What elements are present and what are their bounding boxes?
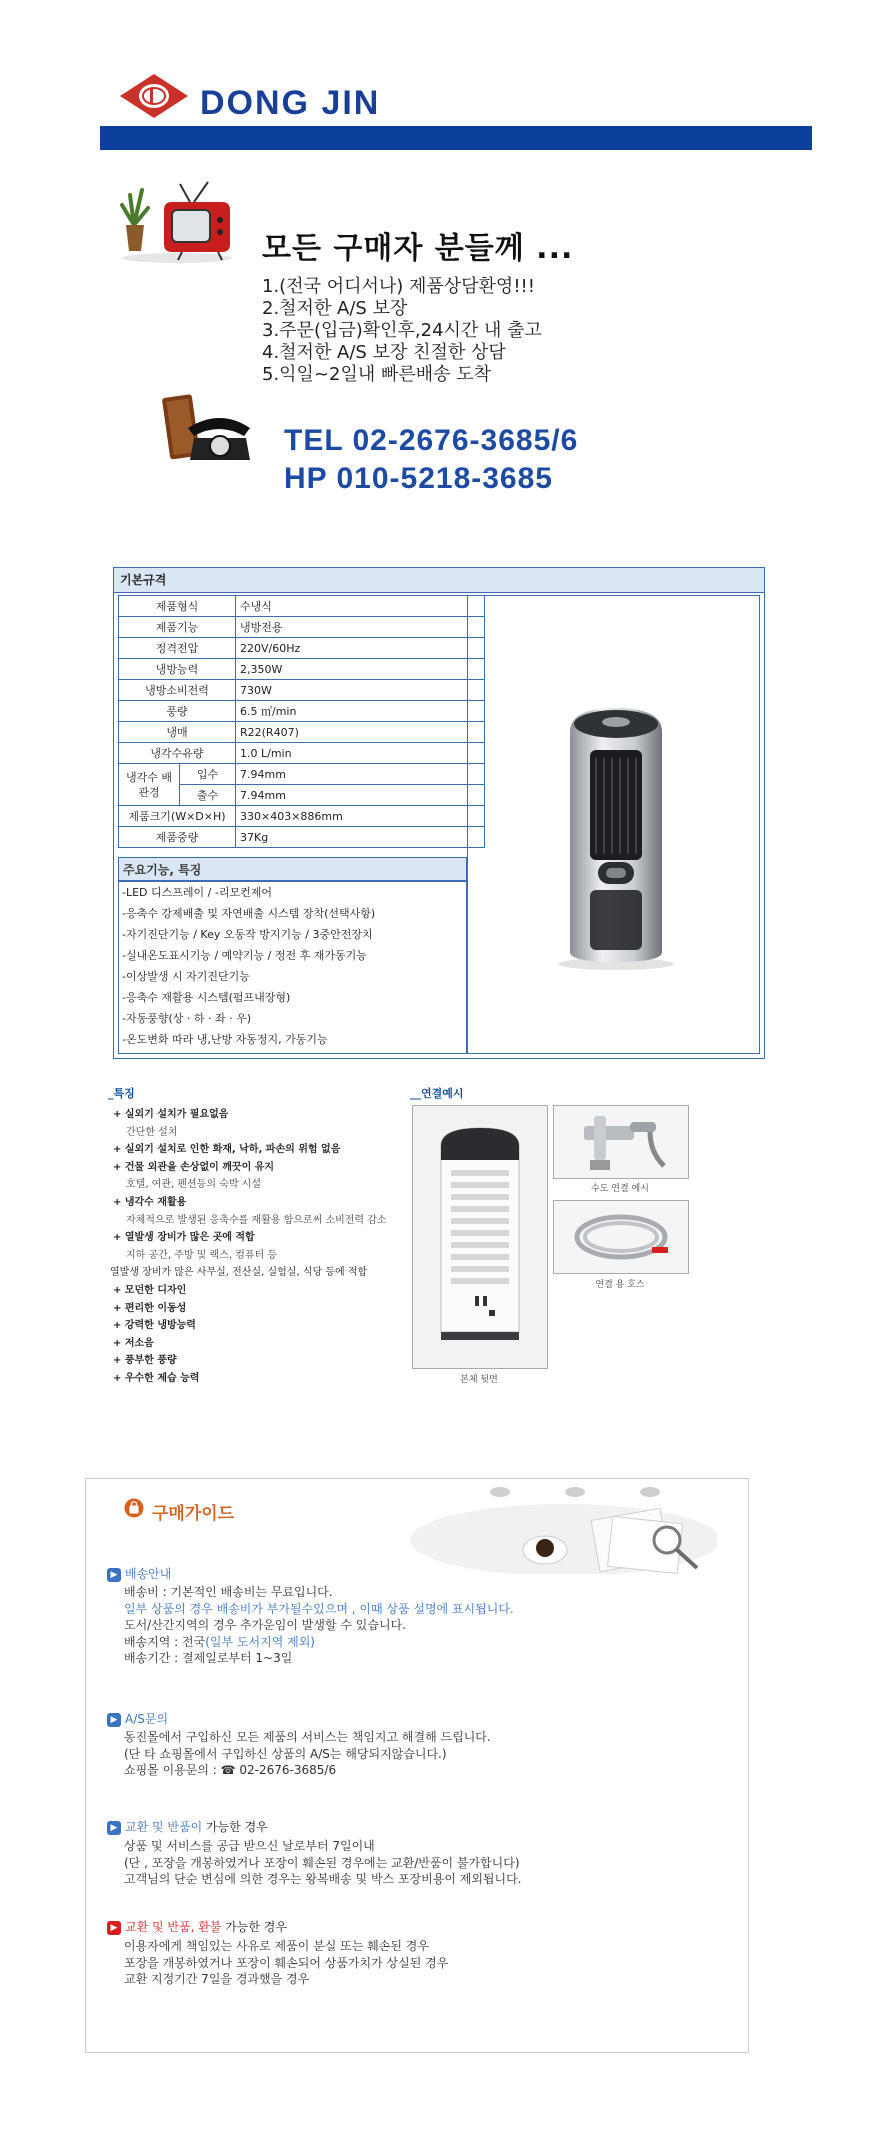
feature-item: -실내온도표시기능 / 예약기능 / 정전 후 재가동기능 bbox=[122, 949, 367, 962]
list-item: + 편리한 이동성 bbox=[113, 1302, 187, 1314]
intro-list bbox=[262, 276, 542, 386]
table-row bbox=[119, 596, 485, 617]
spec-label: 입수 bbox=[180, 764, 236, 785]
table-row bbox=[119, 722, 485, 743]
guide-title: 구매가이드 bbox=[152, 1504, 235, 1524]
refund-heading-highlight: 교환 및 반품, 환불 bbox=[125, 1920, 222, 1934]
spec-value: R22(R407) bbox=[236, 722, 485, 743]
exchange-heading-rest: 가능한 경우 bbox=[202, 1820, 268, 1834]
spec-value: 냉방전용 bbox=[236, 617, 485, 638]
intro-item: 1.(전국 어디서나) 제품상담환영!!! bbox=[262, 276, 535, 297]
spec-value: 220V/60Hz bbox=[236, 638, 485, 659]
as-line: 쇼핑몰 이용문의 : ☎ 02-2676-3685/6 bbox=[124, 1763, 337, 1777]
as-heading-text: A/S문의 bbox=[125, 1712, 169, 1726]
list-item: + 풍부한 풍량 bbox=[113, 1355, 177, 1367]
table-row bbox=[119, 638, 485, 659]
guide-banner-illustration bbox=[405, 1482, 717, 1574]
arrow-icon: ▶ bbox=[107, 1713, 121, 1727]
spec-value: 7.94mm bbox=[236, 764, 485, 785]
list-item: + 실외기 설치가 필요없음 bbox=[113, 1109, 229, 1120]
refund-line: 이용자에게 책임있는 사유로 제품이 분실 또는 훼손된 경우 bbox=[124, 1939, 429, 1953]
spec-label: 제품중량 bbox=[119, 827, 236, 848]
spec-value: 2,350W bbox=[236, 659, 485, 680]
shipping-extra: 도서/산간지역의 경우 추가운임이 발생할 수 있습니다. bbox=[124, 1618, 406, 1632]
list-item: + 모던한 디자인 bbox=[113, 1284, 187, 1296]
table-row bbox=[119, 617, 485, 638]
intro-item: 5.익일~2일내 빠른배송 도착 bbox=[262, 364, 492, 385]
traits-title: _특징 bbox=[108, 1087, 135, 1100]
spec-label: 냉방능력 bbox=[119, 659, 236, 680]
shipping-area bbox=[124, 1634, 514, 1651]
refund-heading-rest: 가능한 경우 bbox=[221, 1920, 287, 1934]
spec-group-label: 냉각수 배관경 bbox=[119, 764, 180, 806]
spec-value: 730W bbox=[236, 680, 485, 701]
spec-value: 37Kg bbox=[236, 827, 485, 848]
tel-number: TEL 02-2676-3685/6 bbox=[284, 424, 579, 457]
shipping-area-note: (일부 도서지역 제외) bbox=[205, 1634, 315, 1649]
as-body bbox=[124, 1729, 491, 1779]
faucet-photo bbox=[553, 1105, 689, 1179]
shipping-area-prefix: 배송지역 : 전국 bbox=[124, 1634, 206, 1649]
spec-label: 냉방소비전력 bbox=[119, 680, 236, 701]
feature-item: -이상발생 시 자기진단기능 bbox=[122, 970, 250, 983]
exchange-body bbox=[124, 1838, 522, 1888]
unit-back-photo bbox=[412, 1105, 548, 1369]
header-bar bbox=[100, 126, 812, 150]
list-item: 열발생 장비가 많은 사무실, 전산실, 실험실, 식당 등에 적합 bbox=[110, 1267, 368, 1279]
list-item: 호텔, 여관, 펜션등의 숙박 시설 bbox=[126, 1179, 261, 1191]
table-row bbox=[119, 743, 485, 764]
as-line: (단 타 쇼핑몰에서 구입하신 상품의 A/S는 해당되지않습니다.) bbox=[124, 1746, 447, 1761]
table-row bbox=[119, 827, 485, 848]
list-item: + 실외기 설치로 인한 화재, 낙하, 파손의 위험 없음 bbox=[113, 1144, 341, 1156]
shipping-line: 배송비 : 기본적인 배송비는 무료입니다. bbox=[124, 1585, 333, 1599]
features-heading: 주요기능, 특징 bbox=[118, 857, 467, 881]
feature-item: -응축수 강제배출 및 자연배출 시스템 장착(선택사항) bbox=[122, 907, 376, 920]
brand-logo bbox=[118, 72, 190, 120]
faucet-caption: 수도 연결 예시 bbox=[591, 1184, 649, 1194]
list-item: + 열발생 장비가 많은 곳에 적합 bbox=[113, 1232, 255, 1244]
exchange-heading-highlight: 교환 및 반품이 bbox=[125, 1820, 203, 1834]
as-line: 동진몰에서 구입하신 모든 제품의 서비스는 책임지고 해결해 드립니다. bbox=[124, 1730, 491, 1744]
arrow-icon: ▶ bbox=[107, 1568, 121, 1582]
spec-label: 풍량 bbox=[119, 701, 236, 722]
intro-item: 2.철저한 A/S 보장 bbox=[262, 298, 408, 319]
brand-name: DONG JIN bbox=[200, 84, 381, 122]
product-image-cell bbox=[467, 595, 760, 1054]
exchange-heading bbox=[107, 1818, 268, 1835]
spec-label: 제품크기(W×D×H) bbox=[119, 806, 236, 827]
hose-caption: 연결 용 호스 bbox=[595, 1280, 645, 1290]
intro-item: 4.철저한 A/S 보장 친절한 상담 bbox=[262, 342, 506, 363]
product-image bbox=[556, 702, 676, 972]
refund-body bbox=[124, 1938, 448, 1988]
table-row bbox=[119, 680, 485, 701]
phone-book-illustration bbox=[160, 392, 255, 467]
list-item: + 저소음 bbox=[113, 1337, 154, 1349]
exchange-line: 고객님의 단순 변심에 의한 경우는 왕복배송 및 박스 포장비용이 제외됩니다. bbox=[124, 1872, 522, 1886]
plant-tv-illustration bbox=[112, 170, 242, 265]
features-list bbox=[118, 881, 467, 1054]
refund-line: 교환 지정기간 7일을 경과했을 경우 bbox=[124, 1972, 310, 1986]
hp-number: HP 010-5218-3685 bbox=[284, 462, 553, 495]
list-item: 자체적으로 발생된 응축수를 재활용 함으로써 소비전력 감소 bbox=[126, 1214, 387, 1226]
table-row bbox=[119, 806, 485, 827]
shipping-heading-text: 배송안내 bbox=[125, 1567, 172, 1581]
as-heading bbox=[107, 1710, 168, 1727]
spec-label: 냉매 bbox=[119, 722, 236, 743]
spec-value: 1.0 L/min bbox=[236, 743, 485, 764]
feature-item: -응축수 재활용 시스템(펌프내장형) bbox=[122, 991, 291, 1004]
spec-label: 냉각수유량 bbox=[119, 743, 236, 764]
arrow-icon: ▶ bbox=[107, 1821, 121, 1835]
table-row bbox=[119, 764, 485, 785]
table-row bbox=[119, 701, 485, 722]
list-item: + 냉각수 재활용 bbox=[113, 1196, 187, 1208]
spec-value: 330×403×886mm bbox=[236, 806, 485, 827]
spec-label: 출수 bbox=[180, 785, 236, 806]
spec-value: 6.5 ㎥/min bbox=[236, 701, 485, 722]
spec-label: 제품기능 bbox=[119, 617, 236, 638]
spec-table bbox=[118, 595, 485, 848]
intro-title: 모든 구매자 분들께 ... bbox=[262, 231, 574, 266]
contact-numbers bbox=[284, 422, 578, 498]
list-item: + 우수한 제습 능력 bbox=[113, 1372, 200, 1384]
feature-item: -온도변화 따라 냉,난방 자동정지, 가동기능 bbox=[122, 1033, 328, 1046]
list-item: + 건물 외관을 손상없이 깨끗이 유지 bbox=[113, 1161, 275, 1173]
shopping-bag-icon bbox=[124, 1498, 144, 1518]
spec-label: 정격전압 bbox=[119, 638, 236, 659]
shipping-notice: 일부 상품의 경우 배송비가 부가될수있으며 , 이때 상품 설명에 표시됩니다. bbox=[124, 1601, 514, 1616]
traits-list bbox=[110, 1106, 403, 1388]
shipping-period: 배송기간 : 결제일로부터 1~3일 bbox=[124, 1651, 293, 1665]
exchange-line: (단 , 포장을 개봉하였거나 포장이 훼손된 경우에는 교환/반품이 불가합니다) bbox=[124, 1855, 520, 1870]
refund-line: 포장을 개봉하였거나 포장이 훼손되어 상품가치가 상실된 경우 bbox=[124, 1955, 449, 1970]
feature-item: -LED 디스프레이 / -리모컨제어 bbox=[122, 886, 272, 899]
table-row bbox=[119, 659, 485, 680]
list-item: 간단한 설치 bbox=[126, 1126, 178, 1138]
list-item: + 강력한 냉방능력 bbox=[113, 1320, 196, 1332]
spec-panel bbox=[113, 567, 765, 1059]
spec-value: 7.94mm bbox=[236, 785, 485, 806]
list-item: 지하 공간, 주방 및 랙스, 컴퓨터 등 bbox=[126, 1249, 278, 1261]
arrow-icon: ▶ bbox=[107, 1921, 121, 1935]
hose-photo bbox=[553, 1200, 689, 1274]
connection-title: __연결예시 bbox=[410, 1087, 464, 1100]
spec-heading: 기본규격 bbox=[114, 568, 764, 593]
feature-item: -자기진단기능 / Key 오동작 방지기능 / 3중안전장치 bbox=[122, 928, 373, 941]
spec-value: 수냉식 bbox=[236, 596, 485, 617]
exchange-line: 상품 및 서비스를 공급 받으신 날로부터 7일이내 bbox=[124, 1839, 375, 1853]
shipping-heading bbox=[107, 1565, 171, 1582]
refund-heading bbox=[107, 1918, 287, 1935]
intro-item: 3.주문(입금)확인후,24시간 내 출고 bbox=[262, 320, 542, 341]
spec-label: 제품형식 bbox=[119, 596, 236, 617]
feature-item: -자동풍향(상 · 하 · 좌 · 우) bbox=[122, 1012, 252, 1025]
unit-back-caption: 본체 뒷면 bbox=[460, 1375, 498, 1385]
shipping-body bbox=[124, 1584, 514, 1667]
